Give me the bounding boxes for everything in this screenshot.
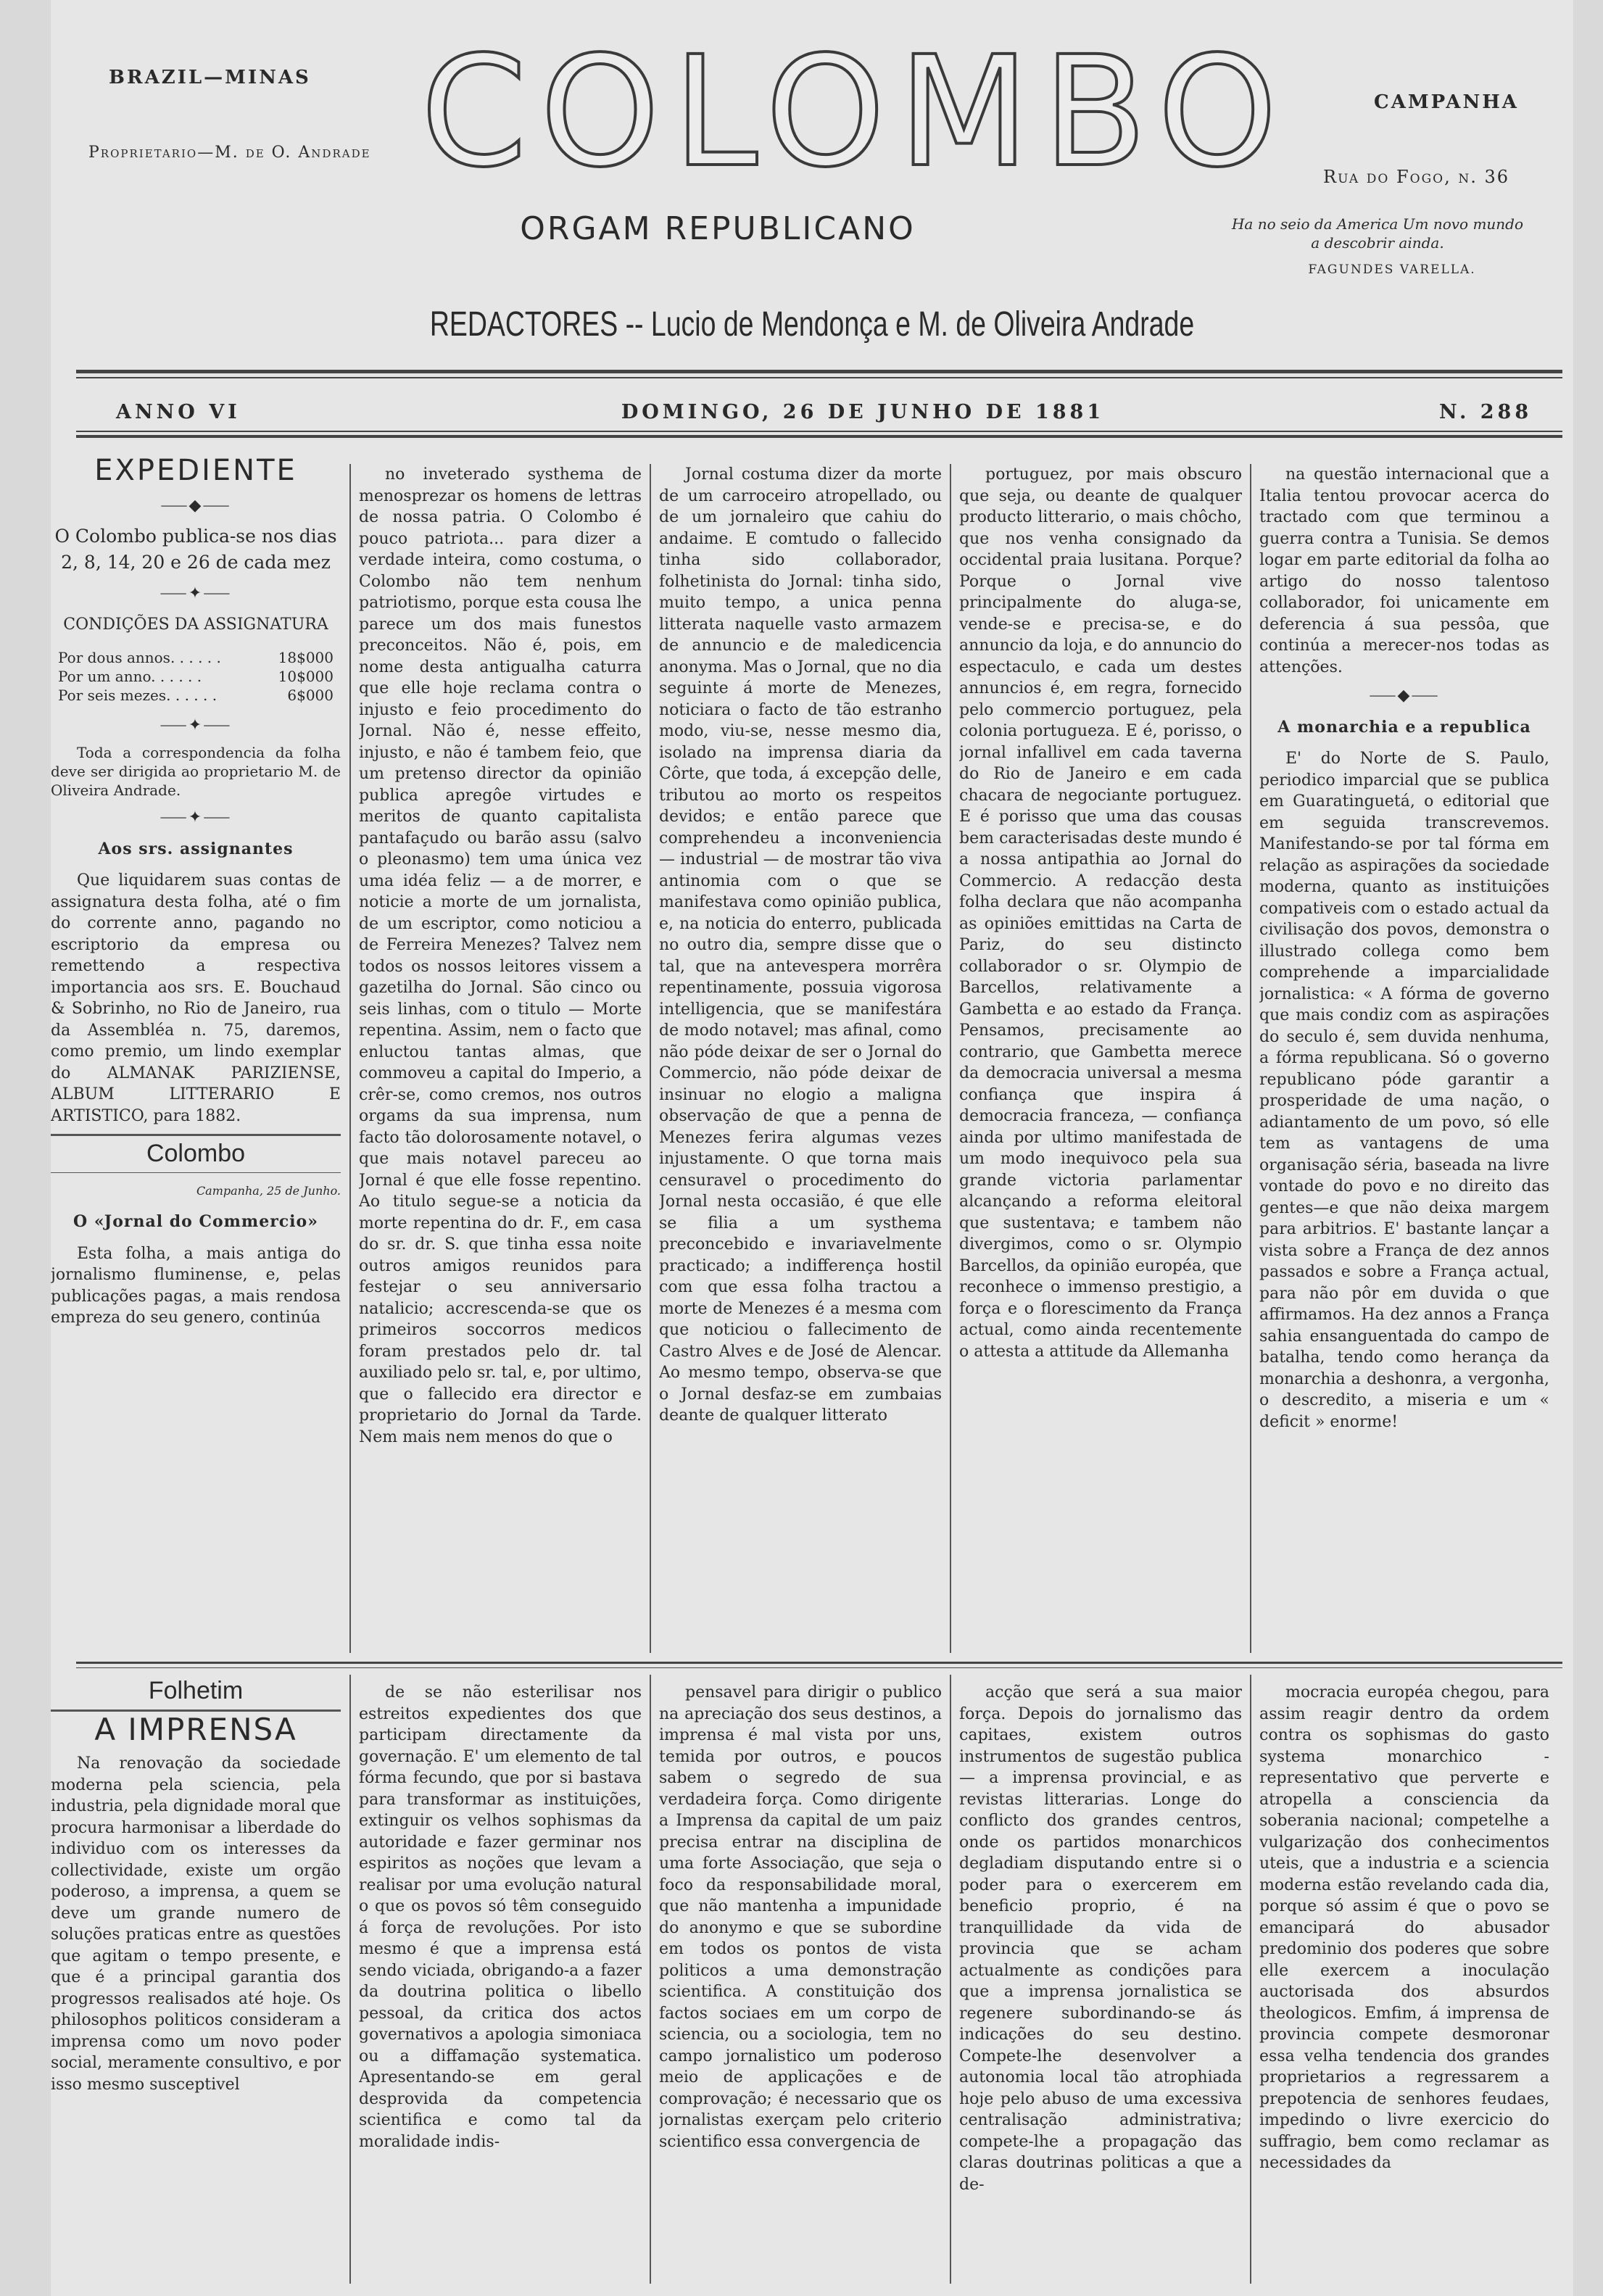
conditions-title: CONDIÇÕES DA ASSIGNATURA: [63, 615, 328, 634]
jornal-title: O «Jornal do Commercio»: [73, 1212, 318, 1231]
newspaper-page: [51, 0, 1573, 2296]
price-row: Por seis mezes. . . . . . 6$000: [58, 686, 334, 704]
masthead-title: COLOMBO: [421, 23, 1291, 201]
issue-date: DOMINGO, 26 DE JUNHO DE 1881: [621, 401, 1105, 423]
column-divider: [1250, 1675, 1251, 2284]
folhetim-column-5: [1259, 1682, 1549, 2284]
folhetim-column-4: [959, 1682, 1242, 2284]
column-divider: [650, 464, 651, 1653]
jornal-text: Esta folha, a mais antiga do jornalismo fluminense, e, pelas publicações pagas, a mais rendosa empreza do seu genero, continúa: [51, 1244, 341, 1327]
column-divider: [349, 1675, 351, 2284]
ornament: ⸺◆⸺: [160, 496, 231, 515]
subtitle: ORGAM REPUBLICANO: [520, 210, 916, 247]
folhetim-text: de se não esterilisar nos estreitos expedientes dos que participam directamente da governação. E' um elemento de tal fórma fecundo, que por si bastava para transformar as instituições, extinguir os velhos sophismas da autoridade e fazer germinar nos espiritos as noções que levam a realisar por uma evolução natural o que os povos só têm conseguido á força de revoluções. Por isto mesmo é que a imprensa está sendo viciada, obrigando-a a fazer da doutrina politica o libello pessoal, da critica dos actos governativos a apologia simoniaca ou a diffamação systematica. Apresentando-se em geral desprovida da competencia scientifica e como tal da moralidade indis-: [359, 1683, 642, 2151]
folhetim-column-2: [359, 1682, 642, 2284]
folhetim-text: mocracia européa chegou, para assim reagir dentro da ordem contra os sophismas do gasto systema monarchico - representativo que perverte e atropella a consciencia da soberania nacional; competelhe a vulgarização dos conhecimentos uteis, que a industria e a sciencia moderna estão revelando cada dia, porque só assim é que o povo se emancipará do abusador predominio dos poderes que sobre elle exercem a inoculação auctorisada dos absurdos theologicos. Emfim, á imprensa de provincia compete desmoronar essa velha tendencia dos grandes proprietarios a regressarem a prepotencia de senhores feudaes, impedindo o livre exercicio do suffragio, bem como reclamar as necessidades da: [1259, 1683, 1549, 2172]
rule-date-bottom: [76, 431, 1562, 432]
column-divider: [349, 464, 351, 1653]
divider: [51, 1172, 341, 1173]
folhetim-rule: [76, 1662, 1562, 1664]
column-divider: [950, 464, 951, 1653]
dateloc: Campanha, 25 de Junho.: [196, 1183, 341, 1198]
folhetim-text: acção que será a sua maior força. Depois do jornalismo das capitaes, existem outros instrumentos de sugestão publica — a imprensa provincial, e as revistas litterarias. Longe do conflicto dos grandes centros, onde os partidos monarchicos degladiam disputando entre si o poder para o exercerem em beneficio proprio, é na tranquillidade da vida de provincia que se acham actualmente as condições para que a imprensa jornalistica se regenere subordinando-se ás indicações do seu destino. Compete-lhe desenvolver a autonomia local tão atrophiada hoje pelo abuso de uma excessiva centralisação administrativa; compete-lhe a propagação das claras doutrinas politicas a que a de-: [959, 1683, 1242, 2194]
rule-top-thin: [76, 377, 1562, 378]
folhetim-rule-thin: [76, 1667, 1562, 1668]
publication-note: O Colombo publica-se nos dias 2, 8, 14, 20 e 26 de cada mez: [54, 526, 337, 573]
ornament: ⸺◆⸺: [1369, 687, 1440, 705]
issue-year: ANNO VI: [116, 401, 241, 423]
ornament: ⸺✦⸺: [160, 716, 232, 734]
folhetim-text: Na renovação da sociedade moderna pela sciencia, pela industria, pela dignidade moral que procura harmonisar a liberdade do individuo com os interesses da collectividade, existe um orgão poderoso, a imprensa, a quem se deve um grande numero de soluções praticas entre as questões que agitam o tempo presente, e que é a principal garantia dos progressos realisados até hoje. Os philosophos politicos consideram a imprensa como um novo poder social, meramente consultivo, e por isso mesmo susceptivel: [51, 1754, 341, 2094]
monarchia-title: A monarchia e a republica: [1277, 717, 1531, 737]
article-text: na questão internacional que a Italia tentou provocar acerca do tractado com que terminou a guerra contra a Tunisia. Se demos logar em parte editorial da folha ao artigo do nosso talentoso collaborador, foi unicamente em deferencia á sua pessôa, que continúa a merecer-nos todas as attenções.: [1259, 465, 1549, 676]
epigraph-quote: Ha no seio da America Um novo mundo a descobrir ainda.: [1231, 215, 1524, 252]
epigraph-author: FAGUNDES VARELLA.: [1308, 262, 1476, 277]
folhetim-label: Folhetim: [148, 1677, 244, 1704]
folhetim-title: A IMPRENSA: [94, 1711, 297, 1747]
ornament: ⸺✦⸺: [160, 584, 232, 602]
article-text: E' do Norte de S. Paulo, periodico imparcial que se publica em Guaratinguetá, o editorial que em seguida transcrevemos. Manifestando-se por tal fórma em relação as aspirações da sociedade moderna, quanto as instituições compativeis com o estado actual da civilisação dos povos, demonstra o illustrado collega como bem comprehende a imparcialidade jornalistica: « A fórma de governo que mais condiz com as aspirações do seculo é, sem duvida nenhuma, a fórma republicana. Só o governo republicano póde garantir a prosperidade de uma nação, o adiantamento de um povo, só elle tem as vantagens de uma organisação séria, baseada na livre vontade do povo e no direito das gentes—e que não deixa margem para arbitrios. E' bastante lançar a vista sobre a França de dez annos passados e sobre a França actual, para não pôr em duvida o que affirmamos. Ha dez annos a França sahia ensanguentada do campo de batalha, tendo como herança da monarchia a deshonra, a vergonha, o descredito, a miseria e um « deficit » enorme!: [1259, 750, 1549, 1431]
ornament: ⸺✦⸺: [160, 808, 232, 826]
folhetim-text: pensavel para dirigir o publico na apreciação dos seus destinos, a imprensa é mal vista por uns, temida por outros, e poucos sabem o segredo de sua verdadeira força. Como dirigente a Imprensa da capital de um paiz precisa entrar na disciplina de uma forte Associação, que seja o foco da responsabilidade moral, que não mantenha a impunidade do anonymo e que se subordine em todos os pontos de vista politicos a uma demonstração scientifica. A constituição dos factos sociaes em um corpo de sciencia, ou a sociologia, tem no campo jornalistico um poderoso meio de applicações e de comprovação; é necessario que os jornalistas exerçam pelo criterio scientifico essa convergencia de: [659, 1683, 942, 2151]
price-list: [51, 648, 341, 705]
price-row: Por dous annos. . . . . . 18$000: [58, 648, 334, 666]
subscribers-title: Aos srs. assignantes: [98, 839, 294, 858]
column-divider: [650, 1675, 651, 2284]
issue-number: N. 288: [1439, 401, 1533, 423]
expediente-title: EXPEDIENTE: [94, 454, 297, 487]
header-right-tag: CAMPANHA: [1374, 91, 1519, 113]
folhetim-column-3: [659, 1682, 942, 2284]
article-text: no inveterado systhema de menosprezar os homens de lettras de nossa patria. O Colombo é pouco patriota... para dizer a verdade inteira, como costuma, o Colombo não tem nenhum patriotismo, porque esta cousa lhe parece um dos mais funestos preconceitos. Não é, pois, em nome desta antigualha caturra que elle hoje reclama contra o injusto e feio procedimento do Jornal. Não é, nesse effeito, injusto, e não é tambem feio, que um pretenso director da opinião publica apregôe virtudes e meritos de quanto capitalista pantafaçudo ou barão assu (salvo o pleonasmo) tem uma única vez uma idéa feliz — a de morrer, e noticie a morte de um jornalista, de um escriptor, como noticiou a de Ferreira Menezes? Talvez nem todos os nossos leitores vissem a gazetilha do Jornal. São cinco ou seis linhas, com o titulo — Morte repentina. Assim, nem o facto que enluctou tantas almas, que commoveu a capital do Imperio, a crêr-se, como cremos, nos outros orgams da sua imprensa, num facto tão dolorosamente notavel, o que mais notavel pareceu ao Jornal é que elle fosse repentino. Ao titulo segue-se a noticia da morte repentina do dr. F., em casa do sr. dr. S. que tinha essa noite outros amigos reunidos para festejar o seu anniversario natalicio; accrescenda-se que os primeiros soccorros medicos foram prestados pelo dr. tal auxiliado pelo sr. tal, e, por ultimo, que o fallecido era director e proprietario do Jornal da Tarde. Nem mais nem menos do que o: [359, 465, 642, 1446]
article-column-2: [359, 464, 642, 1646]
proprietor-line: Proprietario—M. de O. Andrade: [88, 144, 371, 162]
article-column-5: [1259, 464, 1549, 1646]
folhetim-column-1: [51, 1675, 341, 2284]
editors-line: REDACTORES -- Lucio de Mendonça e M. de Oliveira Andrade: [429, 305, 1195, 344]
divider: [51, 1134, 341, 1136]
colombo-section-title: Colombo: [146, 1140, 246, 1167]
rule-top: [76, 370, 1562, 373]
price-row: Por um anno. . . . . . 10$000: [58, 667, 334, 685]
address-line: Rua do Fogo, n. 36: [1323, 167, 1510, 187]
header-left-tag: BRAZIL—MINAS: [109, 67, 311, 88]
article-column-3: [659, 464, 942, 1646]
correspondence-note: Toda a correspondencia da folha deve ser dirigida ao proprietario M. de Oliveira Andrade.: [51, 744, 341, 799]
article-text: portuguez, por mais obscuro que seja, ou deante de qualquer producto litterario, o mais chôcho, que nos venha consignado da occidental praia lusitana. Porque? Porque o Jornal vive principalmente do aluga-se, vende-se e precisa-se, e do annuncio da loja, e do annuncio do espectaculo, e cada um destes annuncios é, em regra, fornecido pelo commercio portuguez, pela colonia portugueza. E é, porisso, o jornal infallivel em cada taverna do Rio de Janeiro e em cada chacara de negociante portuguez. E é porisso que uma das cousas bem caracterisadas deste mundo é a nossa antipathia ao Jornal do Commercio. A redacção desta folha declara que não acompanha as opiniões emittidas na Carta de Pariz, do seu distincto collaborador o sr. Olympio de Barcellos, relativamente a Gambetta e ao estado da França. Pensamos, precisamente ao contrario, que Gambetta merece da democracia universal a mesma confiança que inspira á democracia franceza, — confiança ainda por ultimo manifestada de um modo inequivoco pela sua grande victoria parlamentar alcançando a reforma eleitoral que sustentava; e tambem não divergimos, como o sr. Olympio Barcellos, da opinião européa, que reconhece o immenso prestigio, a força e o florescimento da França actual, como ainda recentemente o attesta a attitude da Allemanha: [959, 465, 1242, 1361]
article-column-4: [959, 464, 1242, 1646]
column-divider: [950, 1675, 951, 2284]
article-text: Jornal costuma dizer da morte de um carroceiro atropellado, ou de um jornaleiro que cahiu do andaime. E comtudo o fallecido tinha sido collaborador, folhetinista do Jornal: tinha sido, muito tempo, a unica penna litterata naquelle vasto armazem de annuncio e de maledicencia anonyma. Mas o Jornal, que no dia seguinte á morte de Menezes, noticiara o facto de tão estranho modo, viu-se, nesse mesmo dia, isolado na imprensa diaria da Côrte, que toda, á excepção delle, tributou ao morto os respeitos devidos; e então parece que comprehendeu a inconveniencia — industrial — de mostrar tão viva antinomia com o que se manifestava como opinião publica, e, na noticia do enterro, publicada no outro dia, sempre disse que o tal, que na antevespera morrêra repentinamente, possuia vigorosa intelligencia, que se manifestára de modo notavel; mas afinal, como não póde deixar de ser o Jornal do Commercio, não póde deixar de insinuar no elogio a maligna observação de que a penna de Menezes ferira algumas vezes injustamente. O que torna mais censuravel o procedimento do Jornal nesta occasião, é que elle se filia a um systhema preconcebido e invariavelmente practicado; a indifferença hostil com que essa folha tractou a morte de Menezes é a mesma com que noticiou o fallecimento de Castro Alves e de José de Alencar. Ao mesmo tempo, observa-se que o Jornal desfaz-se em zumbaias deante de qualquer litterato: [659, 465, 942, 1425]
subscribers-text: Que liquidarem suas contas de assignatura desta folha, até o fim do corrente anno, pagando no escriptorio da empresa ou remettendo a respectiva importancia aos srs. E. Bouchaud & Sobrinho, no Rio de Janeiro, rua da Assembléa n. 75, daremos, como premio, um lindo exemplar do ALMANAK PARIZIENSE, ALBUM LITTERARIO E ARTISTICO, para 1882.: [51, 871, 341, 1125]
column-divider: [1250, 464, 1251, 1653]
rule-date-bottom-thick: [76, 435, 1562, 438]
column-expediente: [51, 453, 341, 1653]
